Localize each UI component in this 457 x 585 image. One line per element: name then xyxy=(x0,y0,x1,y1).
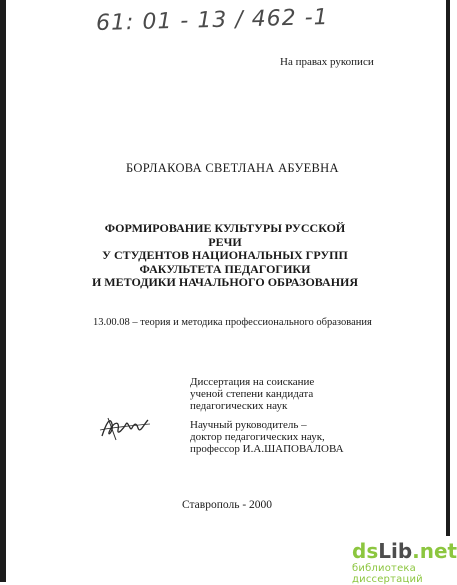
rights-note: На правах рукописи xyxy=(280,56,374,68)
page-edge-right xyxy=(446,0,450,582)
supervisor-line: Научный руководитель – xyxy=(190,419,307,431)
degree-line: педагогических наук xyxy=(190,400,288,412)
dslib-logo: dsLib.net xyxy=(352,539,457,563)
degree-line: ученой степени кандидата xyxy=(190,388,314,400)
title-line: ФОРМИРОВАНИЕ КУЛЬТУРЫ РУССКОЙ РЕЧИ xyxy=(104,221,346,249)
supervisor-line: профессор И.А.ШАПОВАЛОВА xyxy=(190,443,344,455)
dslib-watermark[interactable] xyxy=(352,541,457,585)
title-line: У СТУДЕНТОВ НАЦИОНАЛЬНЫХ ГРУПП xyxy=(102,248,348,262)
degree-statement xyxy=(190,376,314,412)
title-line: И МЕТОДИКИ НАЧАЛЬНОГО ОБРАЗОВАНИЯ xyxy=(91,275,359,289)
dissertation-title xyxy=(90,222,360,290)
author-name: БОРЛАКОВА СВЕТЛАНА АБУЕВНА xyxy=(126,161,339,175)
signature xyxy=(96,410,156,444)
dslib-subtitle: библиотека диссертаций xyxy=(352,563,423,585)
page-edge-left xyxy=(0,0,6,582)
supervisor-info xyxy=(190,419,344,455)
specialty-code: 13.00.08 – теория и методика профессионального образования xyxy=(93,317,372,328)
title-line: ФАКУЛЬТЕТА ПЕДАГОГИКИ xyxy=(139,261,311,276)
degree-line: Диссертация на соискание xyxy=(190,376,315,388)
city-year: Ставрополь - 2000 xyxy=(182,499,273,511)
archive-code: 61: 01 - 13 / 462 -1 xyxy=(95,4,329,37)
supervisor-line: доктор педагогических наук, xyxy=(190,431,325,443)
